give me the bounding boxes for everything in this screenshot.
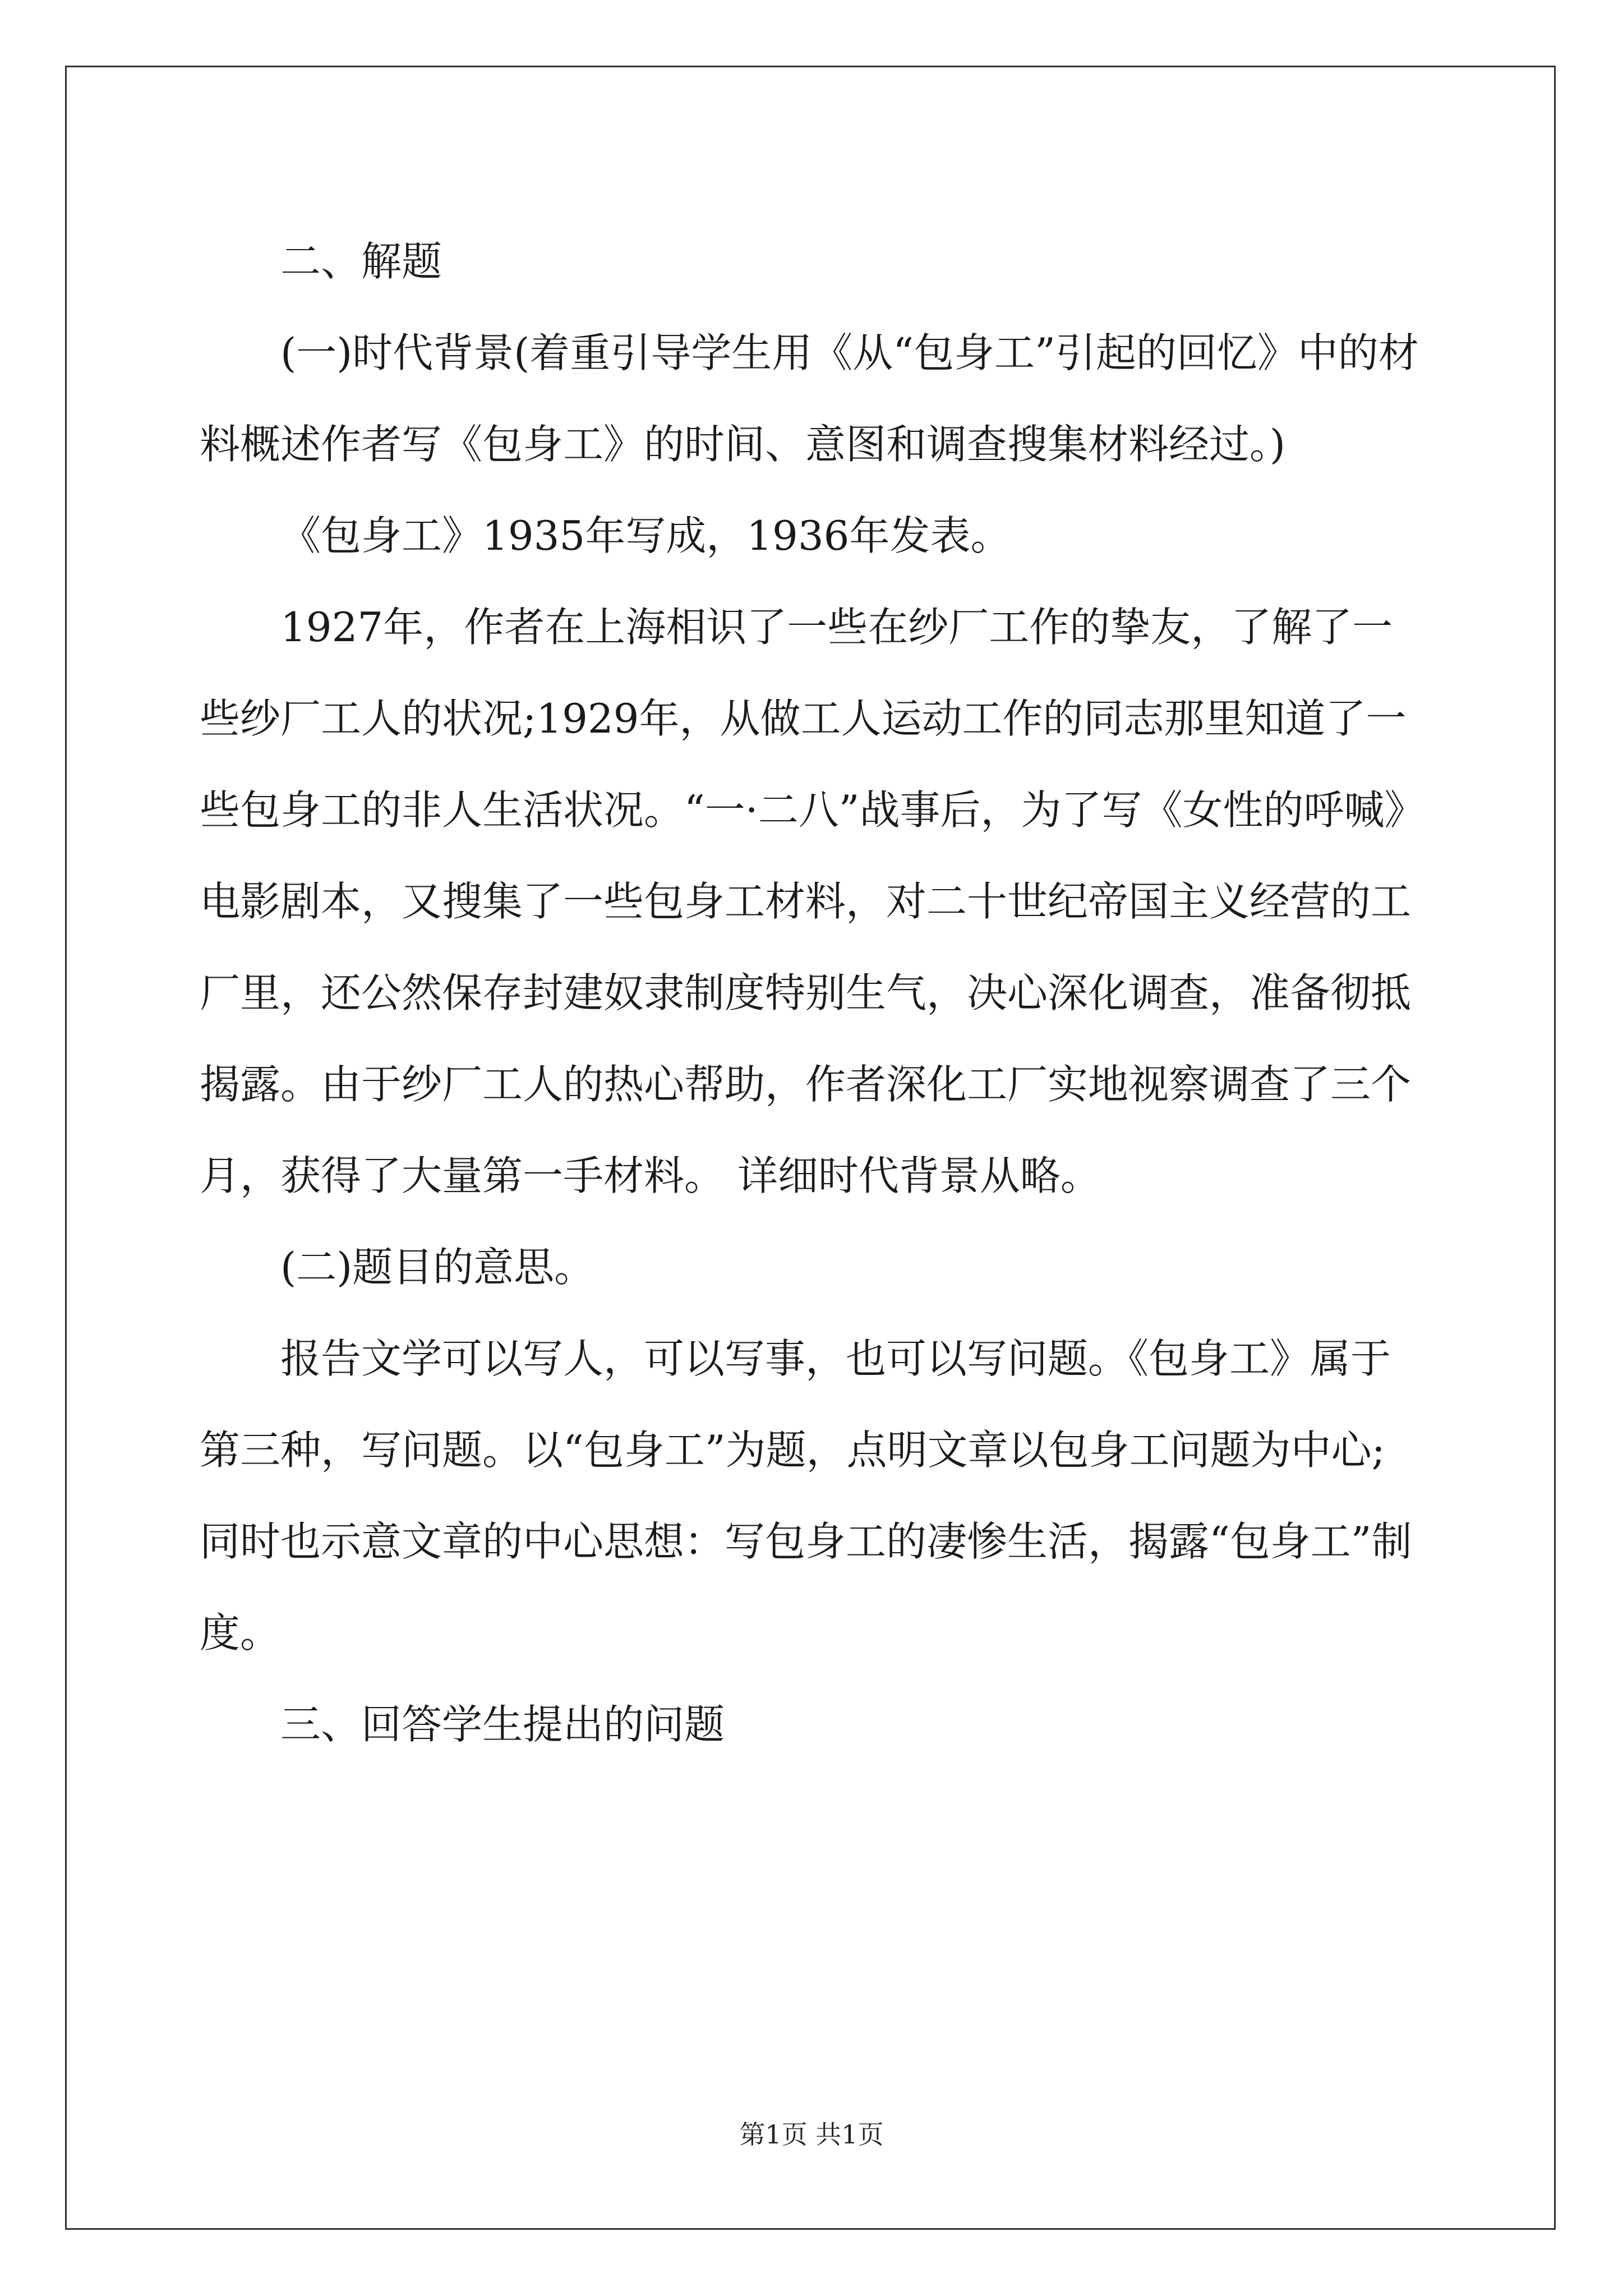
- paragraph-title-meaning: 报告文学可以写人，可以写事，也可以写问题。《包身工》属于第三种，写问题。以“包身工”为题，点明文章以包身工问题为中心;同时也示意文章的中心思想：写包身工的凄惨生活，揭露“包身工”制度。: [200, 1335, 1412, 1657]
- paragraph-background-detail: 1927年，作者在上海相识了一些在纱厂工作的挚友，了解了一些纱厂工人的状况;1929年，从做工人运动工作的同志那里知道了一些包身工的非人生活状况。“一·二八”战事后，为了写《女性的呼喊》电影剧本，又搜集了一些包身工材料，对二十世纪帝国主义经营的工厂里，还公然保存封建奴隶制度特别生气，决心深化调查，准备彻抵揭露。由于纱厂工人的热心帮助，作者深化工厂实地视察调查了三个月，获得了大量第一手材料。 详细时代背景从略。: [200, 604, 1412, 1199]
- page-footer: 第1页 共1页: [739, 2119, 884, 2150]
- paragraph-publication-dates: 《包身工》1935年写成，1936年发表。: [280, 512, 1011, 559]
- subheading-title-meaning: (二)题目的意思。: [280, 1244, 595, 1291]
- paragraph-background-intro: (一)时代背景(着重引导学生用《从“包身工”引起的回忆》中的材料概述作者写《包身工》的时间、意图和调查搜集材料经过。): [200, 329, 1419, 468]
- document-body: [200, 216, 1422, 1770]
- section-heading-jieti: 二、解题: [280, 238, 442, 285]
- section-heading-questions: 三、回答学生提出的问题: [280, 1701, 725, 1748]
